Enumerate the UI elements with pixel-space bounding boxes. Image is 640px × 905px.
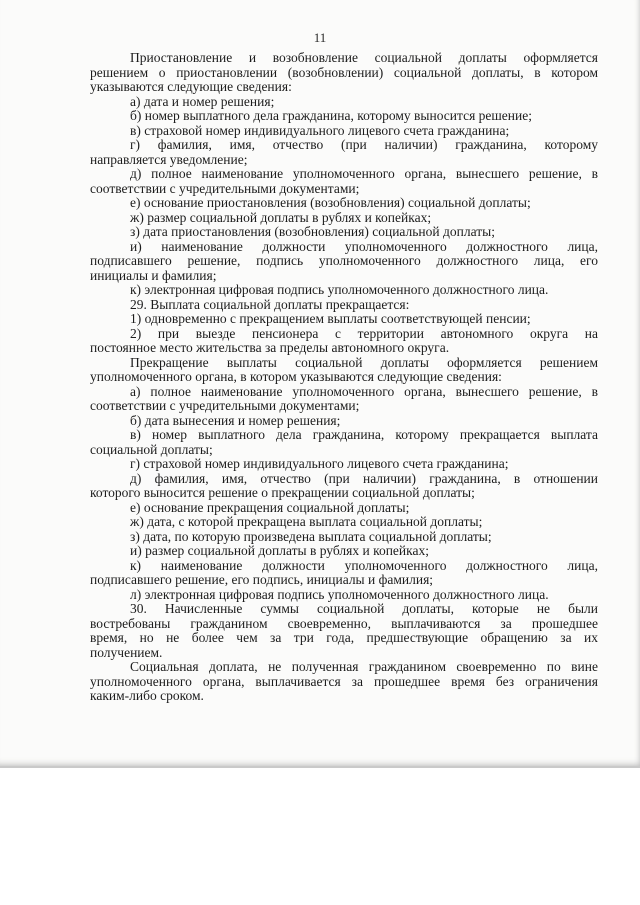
text-line: уполномоченного органа, выплачивается за прошедшее время без ограничения — [90, 674, 598, 689]
page-number: 11 — [313, 30, 327, 45]
text-line: соответствии с учредительными документами; — [90, 399, 360, 413]
text-line: в) страховой номер индивидуального лицевого счета гражданина; — [130, 123, 510, 138]
text-line: Приостановление и возобновление социальной доплаты оформляется — [130, 51, 598, 65]
text-line: решением о приостановлении (возобновлении) социальной доплаты, в котором — [90, 65, 598, 80]
text-line: 29. Выплата социальной доплаты прекращается: — [130, 297, 410, 312]
text-line: л) электронная цифровая подпись уполномоченного должностного лица. — [130, 587, 549, 602]
text-line: к) электронная цифровая подпись уполномоченного должностного лица. — [130, 283, 549, 297]
text-line: инициалы и фамилия; — [90, 268, 217, 283]
text-line: в) номер выплатного дела гражданина, которому прекращается выплата — [130, 428, 598, 442]
text-line: е) основание приостановления (возобновления) социальной доплаты; — [130, 196, 531, 210]
text-line: получением. — [90, 645, 163, 660]
text-line: е) основание прекращения социальной доплаты; — [130, 500, 410, 515]
text-line: Социальная доплата, не полученная гражданином своевременно по вине — [130, 660, 598, 674]
text-line: Прекращение выплаты социальной доплаты оформляется решением — [130, 355, 598, 370]
text-line: социальной доплаты; — [90, 442, 213, 457]
text-line: востребованы гражданином своевременно, выплачиваются за прошедшее — [90, 616, 598, 631]
text-line: 30. Начисленные суммы социальной доплаты, которые не были — [130, 602, 598, 616]
text-line: б) дата вынесения и номер решения; — [130, 413, 341, 428]
text-line: время, но не более чем за три года, предшествующие обращению за их — [90, 631, 598, 645]
text-line: д) полное наименование уполномоченного органа, вынесшего решение, в — [130, 167, 598, 181]
text-line: б) номер выплатного дела гражданина, которому выносится решение; — [130, 109, 532, 123]
document-body — [90, 51, 598, 704]
text-line: направляется уведомление; — [90, 152, 248, 167]
text-line: д) фамилия, имя, отчество (при наличии) гражданина, в отношении — [130, 471, 598, 486]
text-line: подписавшего решение, подпись уполномоченного должностного лица, его — [90, 254, 598, 268]
text-line: и) наименование должности уполномоченного должностного лица, — [130, 239, 598, 254]
text-line: к) наименование должности уполномоченного должностного лица, — [130, 558, 598, 573]
text-line: ж) размер социальной доплаты в рублях и копейках; — [130, 210, 432, 225]
text-line: уполномоченного органа, в котором указываются следующие сведения: — [90, 370, 502, 384]
text-line: а) дата и номер решения; — [130, 94, 275, 109]
text-line: ж) дата, с которой прекращена выплата социальной доплаты; — [130, 515, 483, 529]
text-line: г) страховой номер индивидуального лицевого счета гражданина; — [130, 457, 509, 471]
text-line: г) фамилия, имя, отчество (при наличии) гражданина, которому — [130, 138, 598, 152]
text-line: и) размер социальной доплаты в рублях и копейках; — [130, 544, 429, 558]
text-line: соответствии с учредительными документами; — [90, 181, 360, 196]
text-line: подписавшего решение, его подпись, инициалы и фамилия; — [90, 573, 434, 587]
text-line: а) полное наименование уполномоченного органа, вынесшего решение, в — [130, 384, 598, 399]
text-line: 1) одновременно с прекращением выплаты соответствующей пенсии; — [130, 312, 531, 326]
text-line: указываются следующие сведения: — [90, 80, 292, 94]
text-line: каким-либо сроком. — [90, 689, 204, 703]
text-line: з) дата приостановления (возобновления) социальной доплаты; — [130, 225, 495, 239]
text-line: которого выносится решение о прекращении социальной доплаты; — [90, 486, 475, 500]
text-line: з) дата, по которую произведена выплата социальной доплаты; — [130, 529, 492, 544]
text-line: 2) при выезде пенсионера с территории автономного округа на — [130, 326, 598, 341]
text-line: постоянное место жительства за пределы автономного округа. — [90, 341, 450, 355]
